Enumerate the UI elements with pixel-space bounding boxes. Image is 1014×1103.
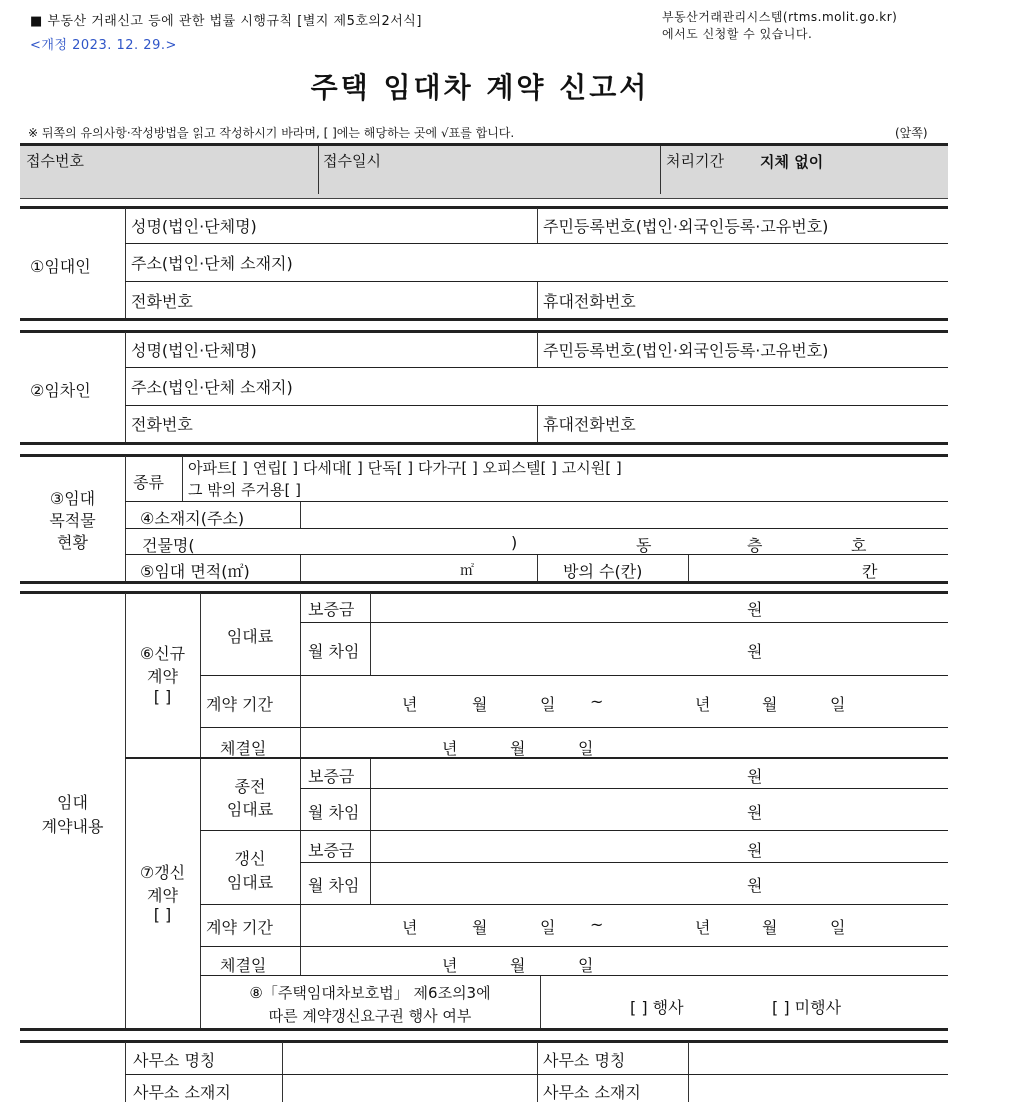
renewed-rent-label-1: 갱신: [234, 849, 266, 868]
building-name-close: ): [511, 533, 518, 552]
new-period-start-day: 일: [540, 695, 556, 714]
instructions-notice: ※ 뒤쪽의 유의사항·작성방법을 읽고 작성하시기 바라며, [ ]에는 해당하는 곳에 √표를 합니다.: [28, 126, 515, 140]
renewed-deposit-unit: 원: [747, 841, 763, 860]
page-side-label: (앞쪽): [895, 126, 928, 140]
new-rent-label: 임대료: [226, 627, 274, 646]
receipt-date-label: 접수일시: [323, 152, 381, 170]
renewal-right-label-2: 따른 계약갱신요구권 행사 여부: [268, 1007, 472, 1025]
renew-period-start-month: 월: [472, 918, 488, 937]
processing-period-value: 지체 없이: [760, 153, 824, 171]
lessor-id-field[interactable]: 주민등록번호(법인·외국인등록·고유번호): [543, 217, 829, 236]
office-address-left-label: 사무소 소재지: [133, 1083, 231, 1102]
lessor-mobile-field[interactable]: 휴대전화번호: [543, 292, 636, 311]
lessee-address-field[interactable]: 주소(법인·단체 소재지): [131, 378, 293, 397]
renewed-monthly-unit: 원: [747, 876, 763, 895]
new-contract-label-1: ⑥신규: [139, 644, 186, 663]
new-period-end-day: 일: [830, 695, 846, 714]
property-section-label-2: 목적물: [49, 511, 96, 530]
new-signed-year: 년: [442, 739, 458, 758]
housing-type-label: 종류: [133, 473, 164, 492]
renewal-right-not-exercise-option[interactable]: [ ] 미행사: [772, 998, 842, 1017]
lessee-name-field[interactable]: 성명(법인·단체명): [131, 341, 257, 360]
new-signed-label: 체결일: [220, 739, 267, 758]
contract-section-label-2: 계약내용: [41, 817, 104, 836]
room-count-label: 방의 수(칸): [563, 562, 643, 581]
receipt-number-label: 접수번호: [26, 152, 84, 170]
rtms-note-line2: 에서도 신청할 수 있습니다.: [662, 27, 813, 41]
new-period-start-year: 년: [402, 695, 418, 714]
building-floor-label: 층: [747, 536, 763, 555]
renew-period-tilde: ~: [590, 915, 604, 934]
new-monthly-label: 월 차임: [308, 642, 360, 661]
new-period-end-month: 월: [762, 695, 778, 714]
renew-signed-month: 월: [510, 956, 526, 975]
law-reference: ■ 부동산 거래신고 등에 관한 법률 시행규칙 [별지 제5호의2서식]: [30, 14, 422, 29]
processing-period-label: 처리기간: [666, 152, 724, 170]
housing-type-options[interactable]: 아파트[ ] 연립[ ] 다세대[ ] 단독[ ] 다가구[ ] 오피스텔[ ] 고시원[ ]: [188, 459, 622, 477]
new-monthly-unit: 원: [747, 642, 763, 661]
new-period-label: 계약 기간: [206, 695, 273, 714]
room-count-unit: 칸: [862, 562, 878, 581]
prev-rent-label-2: 임대료: [226, 800, 274, 819]
renew-contract-checkbox[interactable]: [ ]: [153, 905, 172, 924]
contract-section-label-1: 임대: [57, 793, 88, 812]
building-ho-label: 호: [851, 536, 867, 555]
renewal-right-exercise-option[interactable]: [ ] 행사: [630, 998, 684, 1017]
new-deposit-unit: 원: [747, 600, 763, 619]
new-contract-label-2: 계약: [147, 667, 178, 686]
new-period-start-month: 월: [472, 695, 488, 714]
lessee-phone-field[interactable]: 전화번호: [131, 415, 193, 434]
renew-period-start-day: 일: [540, 918, 556, 937]
renew-period-end-month: 월: [762, 918, 778, 937]
property-location-input[interactable]: [301, 502, 948, 528]
renewed-monthly-label: 월 차임: [308, 876, 360, 895]
lessee-mobile-field[interactable]: 휴대전화번호: [543, 415, 636, 434]
renewal-right-label-1: ⑧「주택임대차보호법」 제6조의3에: [249, 984, 491, 1002]
renew-contract-label-1: ⑦갱신: [139, 863, 186, 882]
renew-signed-day: 일: [578, 956, 594, 975]
office-name-right-label: 사무소 명칭: [543, 1051, 626, 1070]
new-period-end-year: 년: [695, 695, 711, 714]
building-name-label[interactable]: 건물명(: [142, 536, 195, 555]
prev-rent-label-1: 종전: [234, 777, 266, 796]
new-signed-day: 일: [578, 739, 594, 758]
new-contract-checkbox[interactable]: [ ]: [153, 687, 172, 706]
renewed-deposit-label: 보증금: [308, 841, 355, 860]
new-deposit-label: 보증금: [308, 600, 355, 619]
renew-contract-label-2: 계약: [147, 886, 178, 905]
building-dong-label: 동: [636, 536, 652, 555]
renew-period-end-day: 일: [830, 918, 846, 937]
property-section-label-1: ③임대: [49, 489, 96, 508]
renew-signed-year: 년: [442, 956, 458, 975]
renewed-rent-label-2: 임대료: [226, 873, 274, 892]
renew-period-label: 계약 기간: [206, 918, 273, 937]
renew-signed-label: 체결일: [220, 956, 267, 975]
prev-deposit-label: 보증금: [308, 767, 355, 786]
new-period-tilde: ~: [590, 692, 604, 711]
renew-period-start-year: 년: [402, 918, 418, 937]
prev-deposit-unit: 원: [747, 767, 763, 786]
lessor-name-field[interactable]: 성명(법인·단체명): [131, 217, 257, 236]
housing-type-other[interactable]: 그 밖의 주거용[ ]: [188, 481, 301, 499]
prev-monthly-label: 월 차임: [308, 803, 360, 822]
lessor-address-field[interactable]: 주소(법인·단체 소재지): [131, 254, 293, 273]
office-name-left-label: 사무소 명칭: [133, 1051, 216, 1070]
lessee-id-field[interactable]: 주민등록번호(법인·외국인등록·고유번호): [543, 341, 829, 360]
renew-period-end-year: 년: [695, 918, 711, 937]
rtms-note-line1: 부동산거래관리시스템(rtms.molit.go.kr): [662, 10, 898, 24]
form-title: 주택 임대차 계약 신고서: [310, 71, 650, 104]
revision-date: <개정 2023. 12. 29.>: [30, 38, 177, 53]
lease-area-unit: ㎡: [460, 563, 474, 579]
lessee-section-label: ②임차인: [30, 381, 91, 400]
lessor-section-label: ①임대인: [30, 257, 91, 276]
office-address-right-label: 사무소 소재지: [543, 1083, 641, 1102]
prev-monthly-unit: 원: [747, 803, 763, 822]
property-section-label-3: 현황: [57, 533, 88, 552]
lease-area-label: ⑤임대 면적(㎡): [140, 562, 250, 581]
property-location-label: ④소재지(주소): [140, 509, 245, 528]
new-signed-month: 월: [510, 739, 526, 758]
lessor-phone-field[interactable]: 전화번호: [131, 292, 193, 311]
